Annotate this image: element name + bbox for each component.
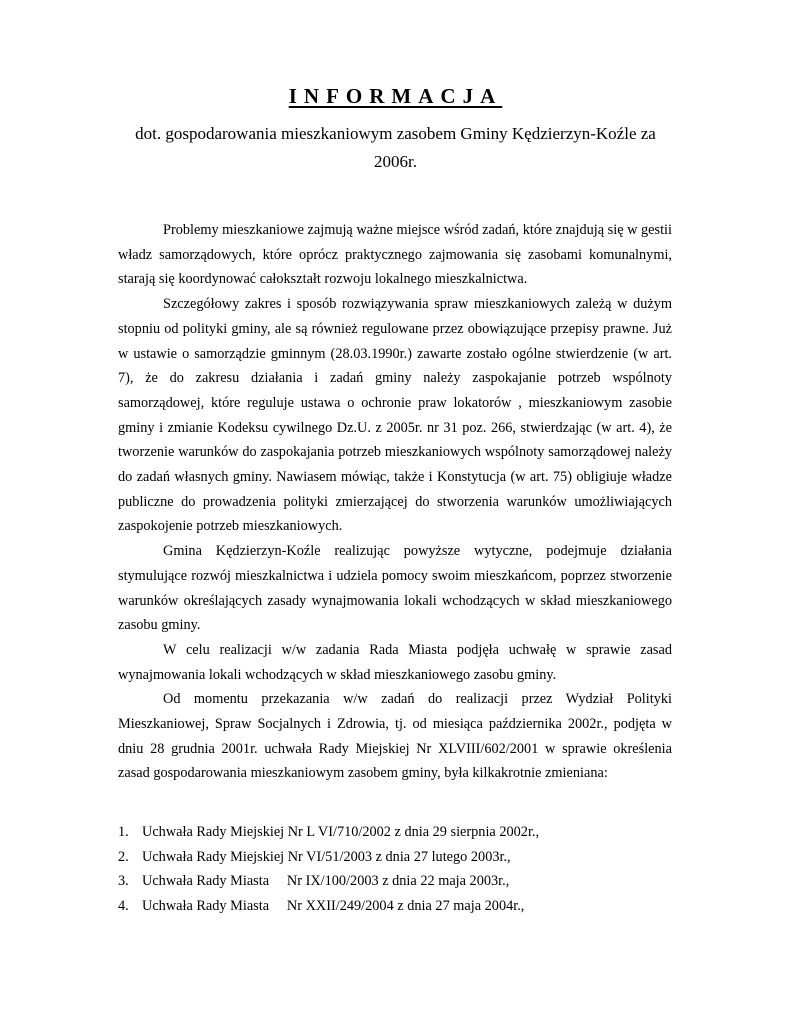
- list-item: [118, 845, 672, 870]
- paragraph: Gmina Kędzierzyn-Koźle realizując powyższe wytyczne, podejmuje działania stymulujące rozwój mieszkalnictwa i udziela pomocy swoim mieszkańcom, poprzez stworzenie warunków określających zasady wynajmowania lokali wchodzących w skład mieszkaniowego zasobu gminy.: [118, 543, 672, 634]
- subtitle-line: 2006r.: [374, 152, 417, 171]
- list-item: [118, 869, 672, 894]
- document-body: [118, 218, 672, 786]
- list-item-number: 4.: [118, 898, 129, 915]
- list-item-number: 1.: [118, 824, 129, 840]
- list-item-text: Uchwała Rady Miasta Nr XXII/249/2004 z dnia 27 maja 2004r.,: [142, 898, 525, 915]
- resolution-list: [118, 820, 672, 919]
- list-item: [118, 894, 672, 919]
- paragraph: Od momentu przekazania w/w zadań do realizacji przez Wydział Polityki Mieszkaniowej, Spraw Socjalnych i Zdrowia, tj. od miesiąca października 2002r., podjęta w dniu 28 grudnia 2001r. uchwała Rady Miejskiej Nr XLVIII/602/2001 w sprawie określenia zasad gospodarowania mieszkaniowym zasobem gminy, była kilkakrotnie zmieniana:: [118, 691, 672, 782]
- list-item-text: Uchwała Rady Miasta Nr IX/100/2003 z dnia 22 maja 2003r.,: [142, 873, 510, 890]
- paragraph: Szczegółowy zakres i sposób rozwiązywania spraw mieszkaniowych zależą w dużym stopniu od polityki gminy, ale są również regulowane przez obowiązujące przepisy prawne. Już w ustawie o samorządzie gminnym (28.03.1990r.) zawarte zostało ogólne stwierdzenie (w art. 7), że do zakresu działania i zadań gminy należy zaspokajanie potrzeb wspólnoty samorządowej, które reguluje ustawa o ochronie praw lokatorów , mieszkaniowym zasobie gminy i zmianie Kodeksu cywilnego Dz.U. z 2005r. nr 31 poz. 266, stwierdzając (w art. 4), że tworzenie warunków do zaspokajania potrzeb mieszkaniowych wspólnoty samorządowej należy do zadań własnych gminy. Nawiasem mówiąc, także i Konstytucja (w art. 75) obligiuje władze publiczne do prowadzenia polityki zmierzającej do stworzenia warunków umożliwiających zaspokojenie potrzeb mieszkaniowych.: [118, 296, 672, 535]
- list-item: [118, 820, 672, 845]
- page-subtitle: [120, 120, 671, 176]
- list-item-text: Uchwała Rady Miejskiej Nr L VI/710/2002 z dnia 29 sierpnia 2002r.,: [142, 824, 540, 840]
- list-item-number: 2.: [118, 848, 129, 865]
- paragraph: W celu realizacji w/w zadania Rada Miasta podjęła uchwałę w sprawie zasad wynajmowania lokali wchodzących w skład mieszkaniowego zasobu gminy.: [118, 641, 672, 683]
- list-item-text: Uchwała Rady Miejskiej Nr VI/51/2003 z dnia 27 lutego 2003r.,: [142, 848, 511, 865]
- subtitle-line: dot. gospodarowania mieszkaniowym zasobem Gminy Kędzierzyn-Koźle za: [135, 124, 656, 143]
- page-title: INFORMACJA: [288, 84, 503, 108]
- list-item-number: 3.: [118, 873, 129, 890]
- paragraph: Problemy mieszkaniowe zajmują ważne miejsce wśród zadań, które znajdują się w gestii władz samorządowych, które oprócz praktycznego zajmowania się zasobami komunalnymi, starają się koordynować całokształt rozwoju lokalnego mieszkalnictwa.: [118, 222, 672, 288]
